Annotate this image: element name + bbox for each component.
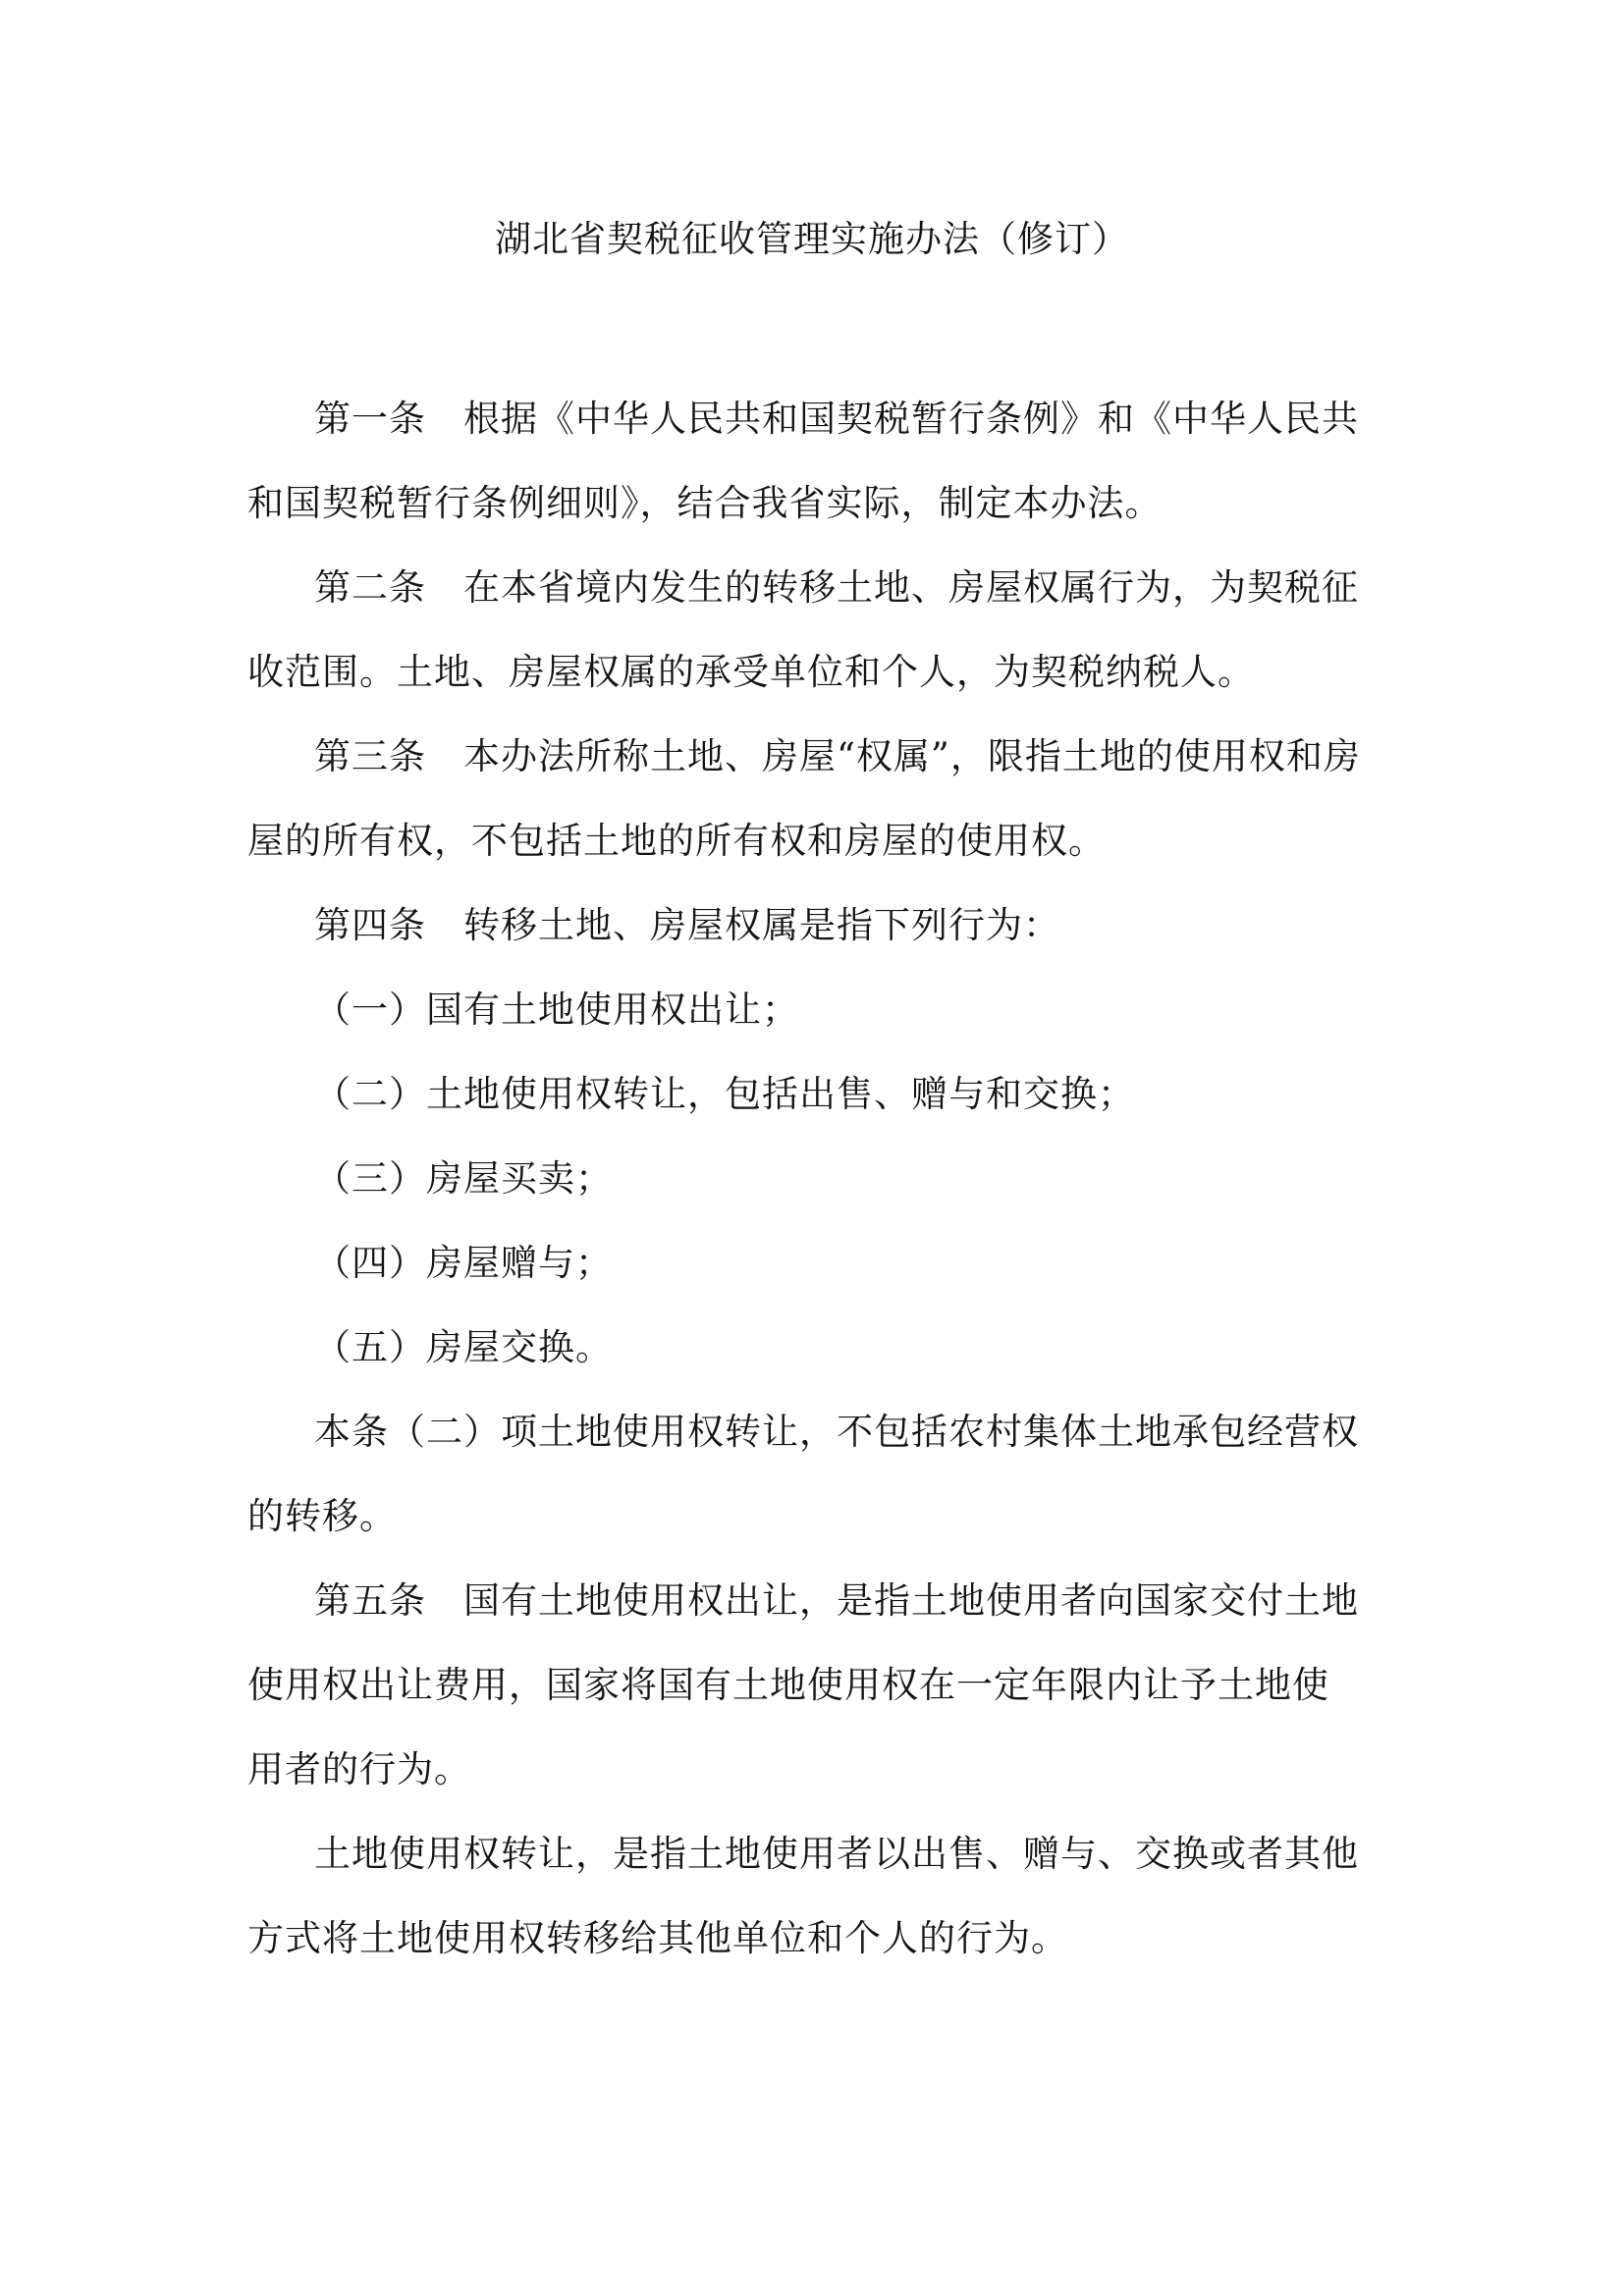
document-body (247, 377, 1363, 1981)
article-1-text: 根据《中华人民共和国契税暂行条例》和《中华人民共和国契税暂行条例细则》，结合我省实际，制定本办法。 (247, 398, 1359, 524)
article-5-number: 第五条 (314, 1579, 426, 1622)
article-4-number: 第四条 (314, 904, 426, 946)
article-2-text: 在本省境内发生的转移土地、房屋权属行为，为契税征收范围。土地、房屋权属的承受单位和个人，为契税纳税人。 (247, 566, 1359, 693)
article-2-number: 第二条 (314, 566, 426, 609)
document-title: 湖北省契税征收管理实施办法（修订） (495, 218, 1129, 260)
transfer-definition: 土地使用权转让，是指土地使用者以出售、赠与、交换或者其他方式将土地使用权转移给其他单位和个人的行为。 (247, 1833, 1359, 1959)
article-4 (247, 883, 1363, 968)
list-item: （二）土地使用权转让，包括出售、赠与和交换； (314, 1073, 1135, 1115)
article-3-text: 本办法所称土地、房屋“权属”，限指土地的使用权和房屋的所有权，不包括土地的所有权和房屋的使用权。 (247, 735, 1361, 862)
article-5 (247, 1559, 1363, 1812)
article-3 (247, 715, 1363, 883)
article-2 (247, 546, 1363, 715)
article-5-text: 国有土地使用权出让，是指土地使用者向国家交付土地使用权出让费用，国家将国有土地使用权在一定年限内让予土地使用者的行为。 (247, 1579, 1359, 1790)
list-item: （一）国有土地使用权出让； (314, 988, 799, 1031)
list-item: （四）房屋赠与； (314, 1242, 613, 1284)
list-item: （三）房屋买卖； (314, 1157, 613, 1200)
list-item: （五）房屋交换。 (314, 1326, 613, 1368)
article-4-text: 转移土地、房屋权属是指下列行为： (463, 904, 1060, 946)
article-3-number: 第三条 (314, 735, 426, 777)
article-4-note: 本条（二）项土地使用权转让，不包括农村集体土地承包经营权的转移。 (247, 1411, 1359, 1537)
article-1-number: 第一条 (314, 398, 426, 440)
article-1 (247, 377, 1363, 546)
